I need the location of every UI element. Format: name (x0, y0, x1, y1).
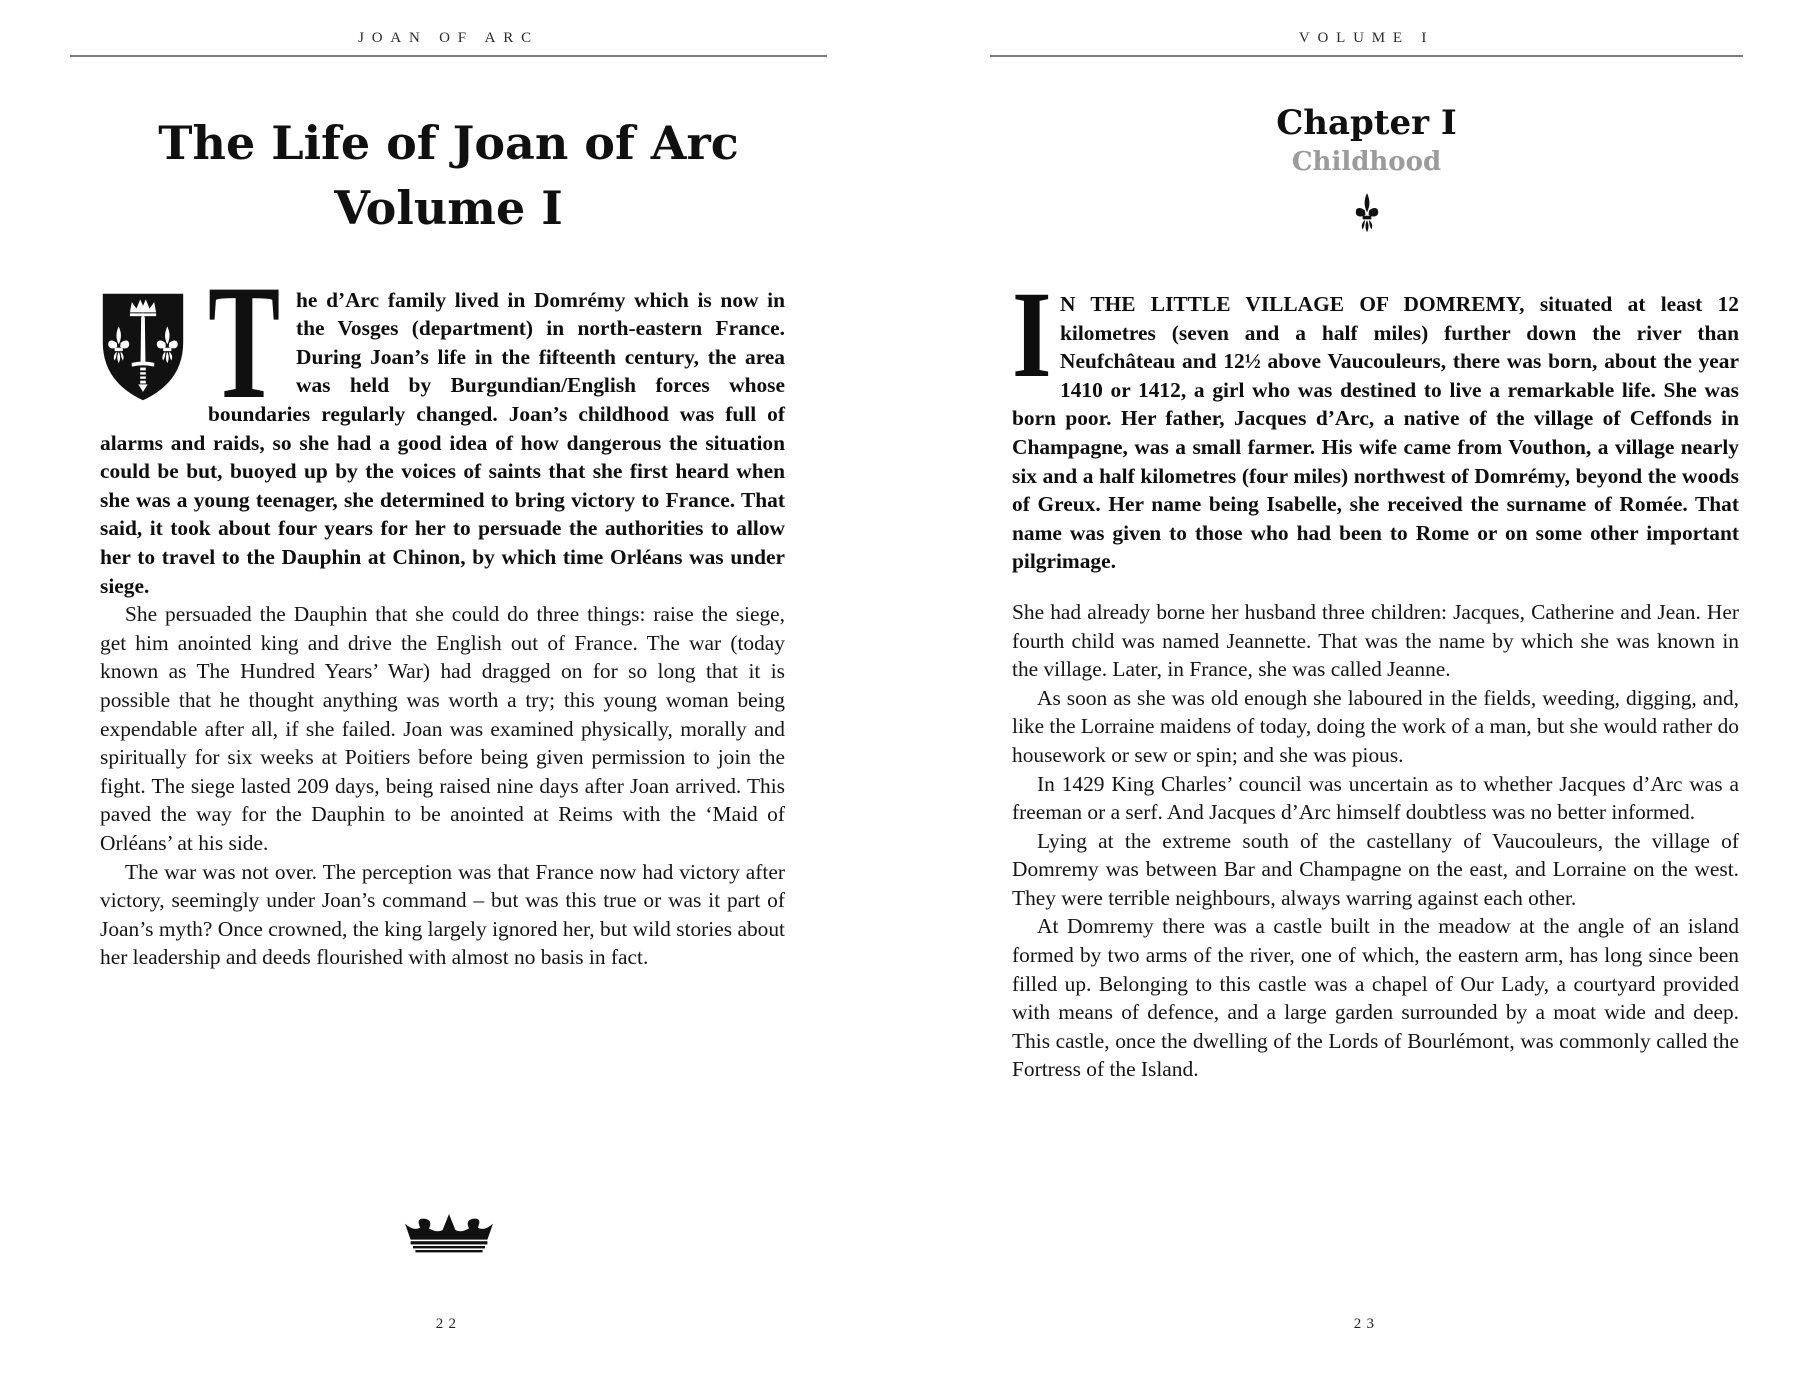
book-title-line1: The Life of Joan of Arc (158, 116, 739, 170)
chapter-title: Chapter I (1276, 103, 1457, 143)
left-paragraph-3: The war was not over. The perception was that France now had victory after victory, seemingly under Joan’s command – but was this true or was it part of Joan’s myth? Once crowned, the king largely ignored her, but wild stories about her leadership and deeds flourished with almost no basis in fact. (100, 859, 785, 970)
left-page (70, 0, 827, 1395)
dropcap-i-box (1012, 266, 1052, 403)
page-number-right: 23 (1353, 1316, 1380, 1332)
right-page (990, 0, 1743, 1395)
dropcap-t: T (208, 251, 281, 433)
header-rule-right (990, 55, 1743, 57)
crown-icon (70, 1212, 827, 1261)
dropcap-i: I (1012, 266, 1052, 403)
right-body-text (1012, 266, 1739, 1084)
right-paragraph-5: Lying at the extreme south of the castellany of Vaucouleurs, the village of Domremy was between Bar and Champagne on the east, and Lorraine on the west. They were terrible neighbours, always warring against each other. (1012, 828, 1739, 910)
running-head-left: JOAN OF ARC (358, 30, 539, 46)
book-title (70, 111, 827, 242)
left-paragraph-2: She persuaded the Dauphin that she could do three things: raise the siege, get him anointed king and drive the English out of France. The war (today known as The Hundred Years’ War) had dragged on for so long that it is possible that he thought anything was worth a try; this young woman being expendable after all, if she failed. Joan was examined physically, morally and spiritually for six weeks at Poitiers before being given permission to join the fight. The siege lasted 209 days, being raised nine days after Joan arrived. This paved the way for the Dauphin to be anointed at Reims with the ‘Maid of Orléans’ at his side. (100, 602, 785, 855)
left-page-header (70, 0, 827, 57)
right-paragraph-1 (1012, 266, 1739, 576)
left-body-text (100, 251, 785, 972)
running-head-right: VOLUME I (1298, 30, 1435, 46)
right-page-header (990, 0, 1743, 57)
right-paragraph-3: As soon as she was old enough she laboured in the fields, weeding, digging, and, like the Lorraine maidens of today, doing the work of a man, but she would rather do housework or sew or spin; and she was pious. (1012, 685, 1739, 767)
right-paragraph-4: In 1429 King Charles’ council was uncertain as to whether Jacques d’Arc was a freeman or a serf. And Jacques d’Arc himself doubtless was no better informed. (1012, 771, 1739, 825)
right-paragraph-6: At Domremy there was a castle built in the meadow at the angle of an island formed by two arms of the river, one of which, the eastern arm, has long since been filled up. Belonging to this castle was a chapel of Our Lady, a courtyard provided with means of defence, and a large garden surrounded by a moat wide and deep. This castle, once the dwelling of the Lords of Bourlémont, was commonly called the Fortress of the Island. (1012, 914, 1739, 1082)
fleur-de-lis-icon (990, 193, 1743, 238)
chapter-subtitle: Childhood (1291, 147, 1442, 177)
right-paragraph-1-text: situated at least 12 kilometres (seven and a half miles) further down the river than Neufchâteau and 12½ above Vaucouleurs, there was born, about the year 1410 or 1412, a girl who was destined to live a remarkable life. She was born poor. Her father, Jacques d’Arc, a native of the village of Ceffonds in Champagne, was a small farmer. His wife came from Vouthon, a village nearly six and a half kilometres (four miles) northwest of Domrémy, beyond the woods of Greux. Her name being Isabelle, she received the surname of Romée. That name was given to those who had been to Rome or on some other important pilgrimage. (1012, 292, 1739, 574)
right-paragraph-1-lead: N THE LITTLE VILLAGE OF DOMREMY, (1060, 292, 1525, 316)
page-number-left: 22 (435, 1316, 462, 1332)
dropcap-t-box (208, 251, 281, 433)
header-rule-left (70, 55, 827, 57)
book-title-line2: Volume I (334, 181, 563, 236)
joan-of-arc-coat-of-arms-icon (100, 290, 186, 404)
left-paragraph-1 (100, 251, 785, 601)
chapter-heading (990, 103, 1743, 238)
right-paragraph-2: She had already borne her husband three children: Jacques, Catherine and Jean. Her fourth child was named Jeannette. That was the name by which she was known in the village. Later, in France, she was called Jeanne. (1012, 599, 1739, 682)
left-paragraph-1-text: he d’Arc family lived in Domrémy which is now in the Vosges (department) in north-eastern France. During Joan’s life in the fifteenth century, the area was held by Burgundian/English forces whose boundaries regularly changed. Joan’s childhood was full of alarms and raids, so she had a good idea of how dangerous the situation could be but, buoyed up by the voices of saints that she first heard when she was a young teenager, she determined to bring victory to France. That said, it took about four years for her to persuade the authorities to allow her to travel to the Dauphin at Chinon, by which time Orléans was under siege. (100, 287, 785, 598)
